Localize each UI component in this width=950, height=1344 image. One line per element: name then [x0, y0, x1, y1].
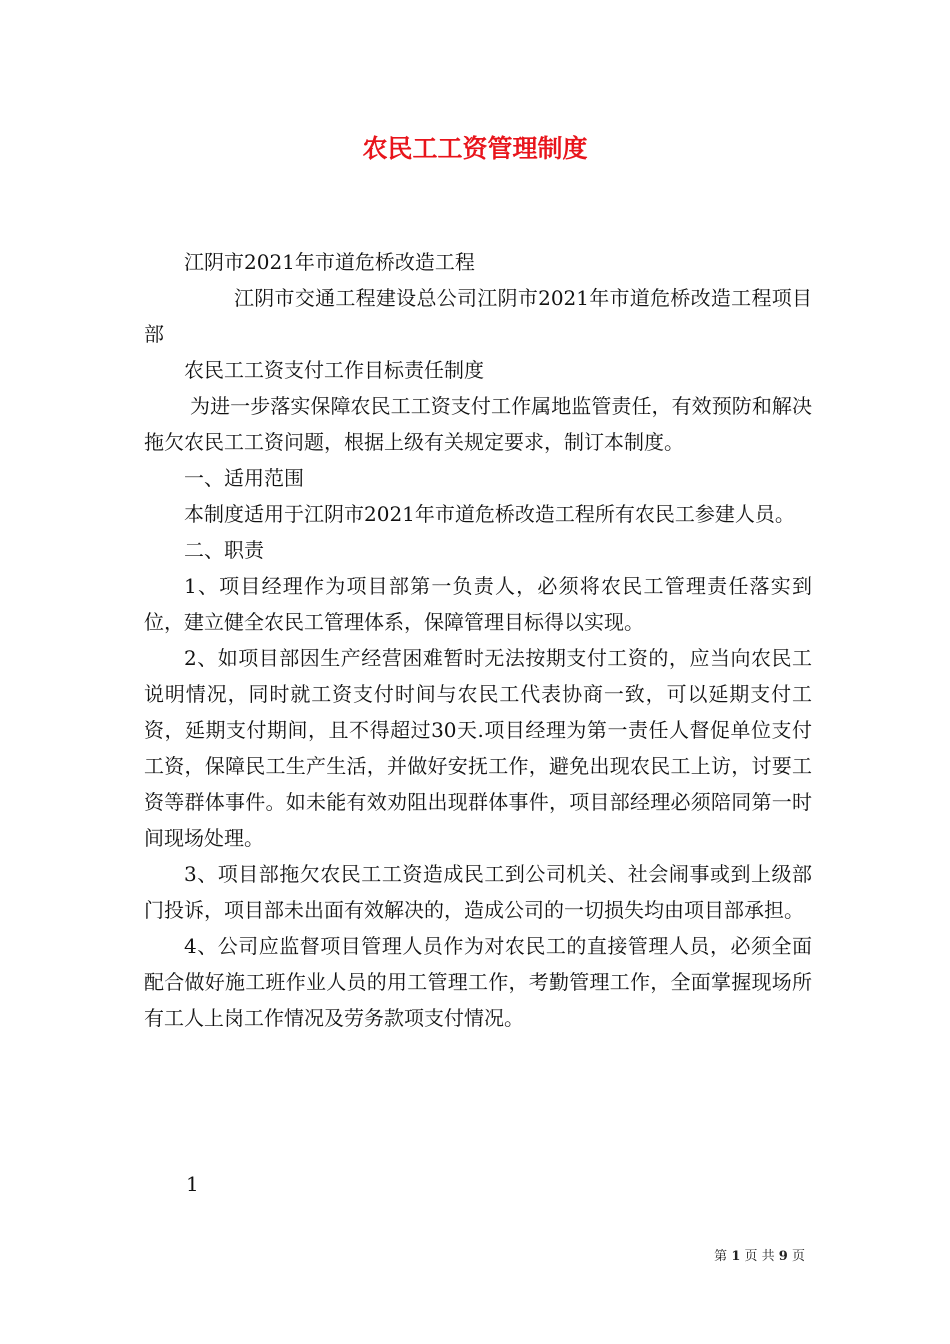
footer-current-page: 1 — [731, 1249, 741, 1264]
inline-page-marker: 1 — [186, 1172, 199, 1196]
footer-total-pages: 9 — [778, 1249, 788, 1264]
paragraph-duty-4: 4、公司应监督项目管理人员作为对农民工的直接管理人员，必须全面配合做好施工班作业人员的用工管理工作，考勤管理工作，全面掌握现场所有工人上岗工作情况及劳务款项支付情况。 — [144, 934, 812, 1030]
paragraph-duty-1: 1、项目经理作为项目部第一负责人，必须将农民工管理责任落实到位，建立健全农民工管理体系，保障管理目标得以实现。 — [144, 574, 812, 634]
page-footer — [714, 1247, 805, 1267]
footer-suffix: 页 — [791, 1249, 805, 1264]
footer-middle: 页 共 — [744, 1249, 775, 1264]
paragraph-duty-2: 2、如项目部因生产经营困难暂时无法按期支付工资的，应当向农民工说明情况，同时就工资支付时间与农民工代表协商一致，可以延期支付工资，延期支付期间，且不得超过30天.项目经理为第一责任人督促单位支付工资，保障民工生产生活，并做好安抚工作，避免出现农民工上访，讨要工资等群体事件。如未能有效劝阻出现群体事件，项目部经理必须陪同第一时间现场处理。 — [144, 646, 812, 850]
paragraph-project-name: 江阴市2021年市道危桥改造工程 — [184, 250, 475, 274]
document-body — [144, 244, 812, 1036]
paragraph-intro: 为进一步落实保障农民工工资支付工作属地监管责任，有效预防和解决拖欠农民工工资问题，根据上级有关规定要求，制订本制度。 — [144, 394, 812, 454]
footer-prefix: 第 — [714, 1249, 728, 1264]
section-heading-scope: 一、适用范围 — [184, 466, 304, 490]
paragraph-scope: 本制度适用于江阴市2021年市道危桥改造工程所有农民工参建人员。 — [184, 502, 795, 526]
section-heading-duties: 二、职责 — [184, 538, 264, 562]
paragraph-duty-3: 3、项目部拖欠农民工工资造成民工到公司机关、社会闹事或到上级部门投诉，项目部未出面有效解决的，造成公司的一切损失均由项目部承担。 — [144, 862, 812, 922]
paragraph-department: 江阴市交通工程建设总公司江阴市2021年市道危桥改造工程项目部 — [144, 286, 812, 346]
document-title: 农民工工资管理制度 — [362, 134, 588, 163]
paragraph-subtitle: 农民工工资支付工作目标责任制度 — [184, 358, 484, 382]
